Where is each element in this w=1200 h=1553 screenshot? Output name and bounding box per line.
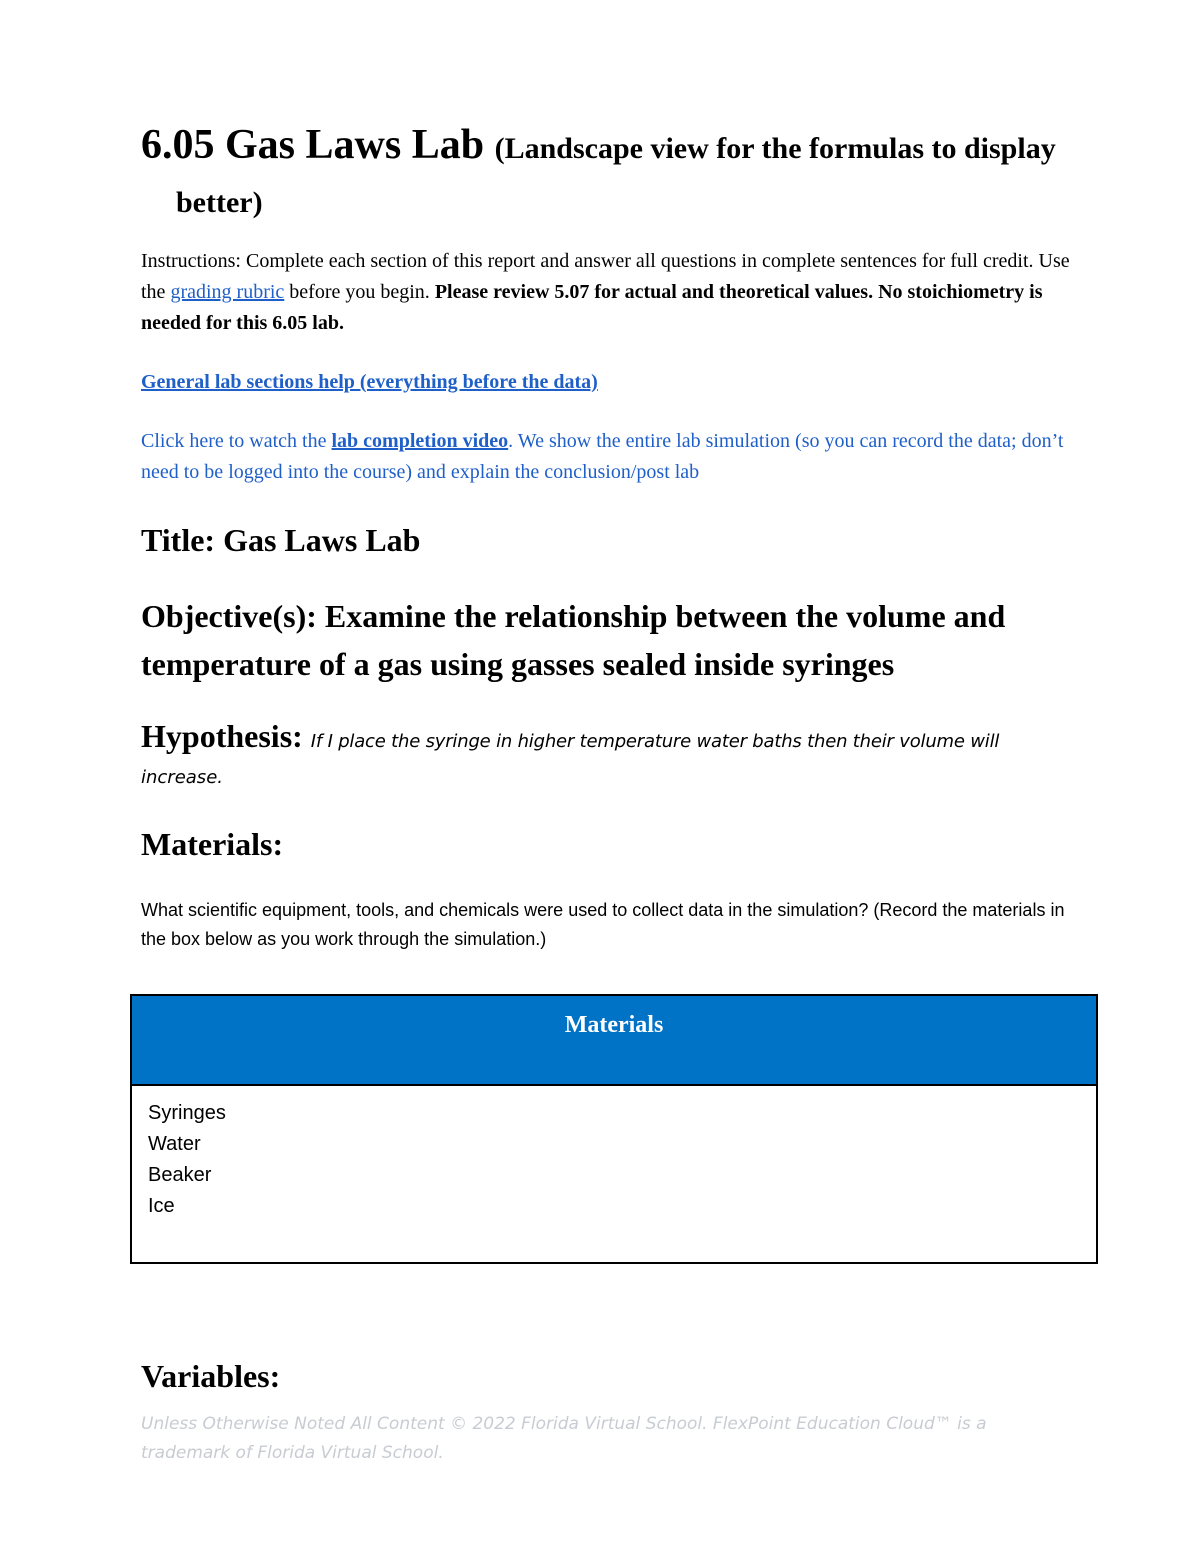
grading-rubric-link[interactable]: grading rubric — [170, 281, 285, 303]
lab-completion-video-link[interactable]: lab completion video — [331, 430, 509, 452]
hypothesis-text: If I place the syringe in higher temperature water baths then their volume will — [310, 731, 1000, 752]
list-item: Water — [148, 1133, 201, 1155]
video-suffix: . We show the entire lab simulation (so you can record the data; don’t need to be logged into the course) and explain the conclusion/post lab — [141, 430, 1064, 483]
list-item: Ice — [148, 1195, 175, 1217]
hypothesis-heading — [141, 712, 1071, 766]
lab-title-heading: Title: Gas Laws Lab — [141, 522, 421, 558]
help-paragraph — [141, 367, 1071, 398]
materials-table-header: Materials — [132, 996, 1096, 1086]
instructions-text: Instructions: Complete each section of this report and answer all questions in complete sentences for full credit. Use the — [141, 250, 1070, 303]
title-subtitle: (Landscape view for the formulas to display better) — [176, 132, 1056, 219]
materials-table — [130, 994, 1098, 1264]
general-lab-help-link[interactable]: General lab sections help (everything before the data) — [141, 371, 598, 393]
materials-table-body[interactable] — [132, 1086, 1096, 1234]
objective-heading: Objective(s): Examine the relationship between the volume and temperature of a gas using gasses sealed inside syringes — [141, 598, 1006, 682]
video-paragraph — [141, 426, 1071, 488]
video-prefix: Click here to watch the — [141, 430, 332, 452]
materials-heading: Materials: — [141, 826, 284, 862]
variables-heading: Variables: — [141, 1358, 281, 1394]
list-item: Beaker — [148, 1164, 212, 1186]
instructions-text-2: before you begin. — [284, 281, 435, 303]
title-main: 6.05 Gas Laws Lab — [141, 122, 485, 168]
hypothesis-label: Hypothesis: — [141, 718, 311, 754]
instructions-paragraph — [141, 246, 1071, 339]
instructions-note: Please review 5.07 for actual and theoretical values. No stoichiometry is needed for this 6.05 lab. — [141, 281, 1043, 334]
page-title — [141, 120, 1071, 228]
hypothesis-continuation: increase. — [141, 767, 223, 788]
copyright-footer: Unless Otherwise Noted All Content © 2022 Florida Virtual School. FlexPoint Education Cloud™ is a trademark of Florida Virtual School. — [141, 1414, 987, 1463]
document-body — [141, 120, 1071, 954]
materials-question: What scientific equipment, tools, and chemicals were used to collect data in the simulation? (Record the materials in the box below as you work through the simulation.) — [141, 900, 1065, 949]
list-item: Syringes — [148, 1102, 226, 1124]
